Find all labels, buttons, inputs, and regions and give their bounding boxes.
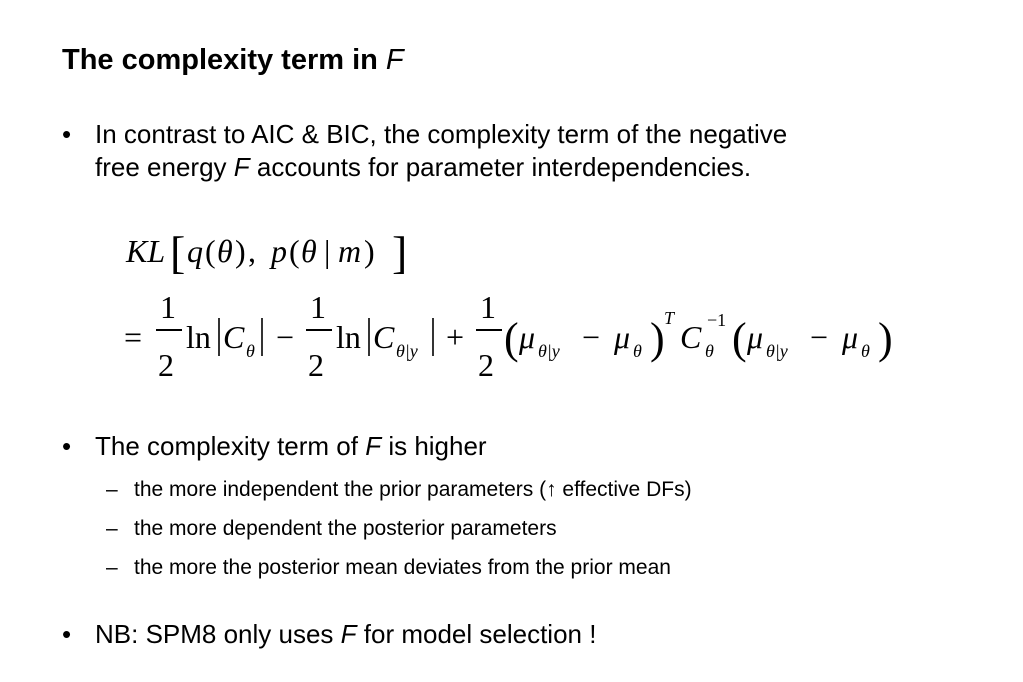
eq-subscript-theta: θ: [633, 341, 642, 361]
bullet-text: [95, 618, 596, 651]
sub-item-text-start: the more independent the prior parameters (: [134, 478, 547, 501]
eq-transpose: T: [664, 308, 675, 328]
eq-subscript-theta-given-y: θ|y: [396, 341, 418, 361]
eq-subscript-theta-given-y: θ|y: [538, 341, 560, 361]
eq-paren-close: ): [364, 233, 375, 269]
eq-m: m: [338, 233, 362, 269]
eq-mu: μ: [519, 319, 536, 355]
eq-c: C: [223, 319, 245, 355]
eq-ln: ln: [336, 319, 361, 355]
eq-comma: ,: [248, 233, 256, 269]
eq-equals: =: [124, 319, 143, 355]
eq-mu: μ: [842, 319, 859, 355]
eq-frac-numerator: 1: [310, 289, 326, 325]
eq-theta: θ: [301, 233, 317, 269]
eq-subscript-theta: θ: [705, 341, 714, 361]
eq-frac-denominator: 2: [478, 347, 494, 383]
bullet-text-end: for model selection !: [356, 619, 597, 649]
sub-item-text-end: effective DFs): [556, 478, 692, 501]
up-arrow-icon: ↑: [546, 478, 557, 501]
bullet-variable: F: [365, 431, 382, 461]
bullet-marker: •: [62, 431, 72, 461]
bullet-marker: •: [62, 619, 72, 649]
eq-frac-denominator: 2: [158, 347, 174, 383]
eq-paren-close: ): [235, 233, 246, 269]
eq-inverse: −1: [707, 310, 727, 330]
eq-left-bracket: [: [170, 227, 186, 278]
eq-frac-numerator: 1: [480, 289, 496, 325]
eq-minus: −: [810, 319, 829, 355]
eq-frac-denominator: 2: [308, 347, 324, 383]
eq-big-paren-close: ): [878, 314, 893, 363]
eq-subscript-theta: θ: [246, 341, 255, 361]
slide-title-text: The complexity term in: [62, 44, 378, 76]
eq-minus: −: [582, 319, 601, 355]
sub-item-text: [134, 477, 692, 503]
sub-item-marker: –: [106, 556, 118, 579]
eq-paren-open: (: [289, 233, 300, 269]
bullet-text-start: NB: SPM8 only uses: [95, 619, 341, 649]
eq-mu: μ: [747, 319, 764, 355]
bullet-line-1: In contrast to AIC & BIC, the complexity term of the negative: [95, 119, 788, 149]
eq-plus: +: [446, 319, 465, 355]
eq-q: q: [187, 233, 203, 269]
bullet-text-end: is higher: [381, 431, 487, 461]
eq-theta: θ: [217, 233, 233, 269]
eq-c: C: [373, 319, 395, 355]
sub-item-text: the more dependent the posterior parameters: [134, 517, 557, 540]
bullet-variable: F: [340, 619, 357, 649]
equation-line-2: [124, 289, 893, 383]
slide-title-variable: F: [385, 44, 404, 76]
eq-frac-numerator: 1: [160, 289, 176, 325]
bullet-line-2-end: accounts for parameter interdependencies.: [249, 152, 752, 182]
eq-kl: KL: [126, 233, 166, 269]
eq-big-paren-open: (: [504, 314, 519, 363]
eq-c: C: [680, 319, 702, 355]
eq-paren-open: (: [205, 233, 216, 269]
sub-item-text: the more the posterior mean deviates from the prior mean: [134, 556, 671, 579]
eq-minus: −: [276, 319, 295, 355]
eq-subscript-theta: θ: [861, 341, 870, 361]
eq-given: |: [324, 233, 331, 269]
eq-p: p: [271, 233, 287, 269]
sub-item-marker: –: [106, 517, 118, 540]
sub-item-marker: –: [106, 478, 118, 501]
eq-ln: ln: [186, 319, 211, 355]
eq-subscript-theta-given-y: θ|y: [766, 341, 788, 361]
equation-line-1: [125, 227, 407, 278]
eq-mu: μ: [614, 319, 631, 355]
eq-big-paren-open: (: [732, 314, 747, 363]
bullet-line-2-start: free energy: [95, 152, 234, 182]
bullet-variable: F: [233, 152, 250, 182]
bullet-text-start: The complexity term of: [95, 431, 366, 461]
eq-big-paren-close: ): [650, 314, 665, 363]
bullet-text: [95, 430, 487, 463]
bullet-marker: •: [62, 119, 72, 149]
eq-right-bracket: ]: [392, 227, 408, 278]
